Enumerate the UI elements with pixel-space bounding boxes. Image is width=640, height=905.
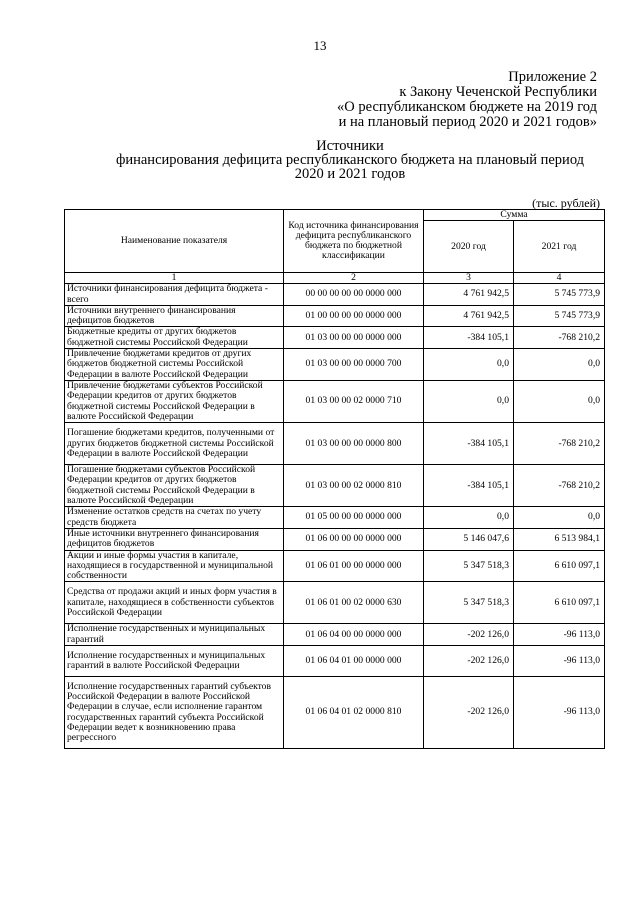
table-row — [65, 380, 605, 422]
row-value-2020: 5 347 518,3 — [424, 582, 514, 624]
row-name: Источники внутреннего финансирования дефицитов бюджетов — [65, 305, 284, 327]
row-name: Исполнение государственных гарантий субъектов Российской Федерации в валюте Российской Федерации в случае, если исполнение гарантом государственных гарантий субъекта Российской Федерации ведет к возникновению права регрессного — [65, 677, 284, 749]
row-value-2020: 0,0 — [424, 380, 514, 422]
appendix-note — [337, 70, 597, 130]
row-code: 01 06 01 00 00 0000 000 — [284, 550, 424, 582]
header-name: Наименование показателя — [65, 210, 284, 273]
row-name: Источники финансирования дефицита бюджета - всего — [65, 284, 284, 306]
header-code: Код источника финансирования дефицита республиканского бюджета по бюджетной классификации — [284, 210, 424, 273]
row-code: 01 06 00 00 00 0000 000 — [284, 528, 424, 550]
row-value-2021: -768 210,2 — [514, 327, 605, 349]
table-row — [65, 423, 605, 465]
table-row — [65, 465, 605, 507]
table-row — [65, 677, 605, 749]
row-code: 01 06 04 00 00 0000 000 — [284, 624, 424, 646]
row-name: Иные источники внутреннего финансирования дефицитов бюджетов — [65, 528, 284, 550]
row-name: Погашение бюджетами субъектов Российской Федерации кредитов от других бюджетов бюджетной системы Российской Федерации в валюте Российской Федерации — [65, 465, 284, 507]
table-row — [65, 582, 605, 624]
row-value-2020: -202 126,0 — [424, 646, 514, 677]
row-name: Акции и иные формы участия в капитале, находящиеся в государственной и муниципальной собственности — [65, 550, 284, 582]
row-value-2020: 4 761 942,5 — [424, 305, 514, 327]
row-value-2020: 0,0 — [424, 349, 514, 381]
row-code: 01 06 04 01 02 0000 810 — [284, 677, 424, 749]
row-code: 01 05 00 00 00 0000 000 — [284, 507, 424, 529]
row-value-2020: -202 126,0 — [424, 677, 514, 749]
financing-sources-table — [64, 209, 605, 749]
table-row — [65, 528, 605, 550]
row-code: 01 06 04 01 00 0000 000 — [284, 646, 424, 677]
table-row — [65, 349, 605, 381]
row-name: Средства от продажи акций и иных форм участия в капитале, находящиеся в собственности субъектов Российской Федерации — [65, 582, 284, 624]
row-code: 01 03 00 00 00 0000 800 — [284, 423, 424, 465]
row-value-2021: 0,0 — [514, 380, 605, 422]
row-value-2021: -96 113,0 — [514, 677, 605, 749]
row-value-2021: -768 210,2 — [514, 465, 605, 507]
row-value-2020: -202 126,0 — [424, 624, 514, 646]
row-value-2020: 4 761 942,5 — [424, 284, 514, 306]
row-name: Бюджетные кредиты от других бюджетов бюджетной системы Российской Федерации — [65, 327, 284, 349]
document-title — [60, 139, 640, 181]
row-value-2021: 5 745 773,9 — [514, 305, 605, 327]
table-row — [65, 284, 605, 306]
title-line: финансирования дефицита республиканского бюджета на плановый период — [115, 152, 585, 168]
row-code: 01 00 00 00 00 0000 000 — [284, 305, 424, 327]
row-name: Привлечение бюджетами кредитов от других бюджетов бюджетной системы Российской Федерации в валюте Российской Федерации — [65, 349, 284, 381]
appendix-line: и на плановый период 2020 и 2021 годов» — [338, 114, 597, 130]
header-year-2021: 2021 год — [514, 221, 605, 273]
appendix-line: к Закону Чеченской Республики — [399, 84, 597, 100]
row-code: 01 03 00 00 02 0000 810 — [284, 465, 424, 507]
row-value-2020: -384 105,1 — [424, 423, 514, 465]
table-row — [65, 507, 605, 529]
row-name: Изменение остатков средств на счетах по учету средств бюджета — [65, 507, 284, 529]
row-value-2021: 0,0 — [514, 349, 605, 381]
row-value-2020: -384 105,1 — [424, 465, 514, 507]
row-value-2021: 6 610 097,1 — [514, 582, 605, 624]
row-value-2021: 6 610 097,1 — [514, 550, 605, 582]
row-value-2021: 6 513 984,1 — [514, 528, 605, 550]
header-year-2020: 2020 год — [424, 221, 514, 273]
header-sum: Сумма — [424, 210, 605, 221]
appendix-line: «О республиканском бюджете на 2019 год — [337, 99, 597, 115]
row-value-2021: -96 113,0 — [514, 646, 605, 677]
row-value-2020: 5 146 047,6 — [424, 528, 514, 550]
page-number: 13 — [313, 38, 327, 53]
row-value-2021: -96 113,0 — [514, 624, 605, 646]
row-code: 01 06 01 00 02 0000 630 — [284, 582, 424, 624]
column-number: 4 — [514, 273, 605, 284]
appendix-line: Приложение 2 — [508, 69, 597, 85]
column-number: 2 — [284, 273, 424, 284]
title-line: 2020 и 2021 годов — [294, 166, 406, 182]
row-code: 01 03 00 00 00 0000 700 — [284, 349, 424, 381]
table-row — [65, 624, 605, 646]
row-name: Привлечение бюджетами субъектов Российской Федерации кредитов от других бюджетов бюджетной системы Российской Федерации в валюте Российской Федерации — [65, 380, 284, 422]
table-row — [65, 305, 605, 327]
units-label: (тыс. рублей) — [532, 196, 600, 210]
table-row — [65, 327, 605, 349]
row-value-2021: 0,0 — [514, 507, 605, 529]
table-row — [65, 550, 605, 582]
row-value-2020: 0,0 — [424, 507, 514, 529]
row-value-2021: -768 210,2 — [514, 423, 605, 465]
row-name: Исполнение государственных и муниципальных гарантий — [65, 624, 284, 646]
row-value-2020: 5 347 518,3 — [424, 550, 514, 582]
row-code: 01 03 00 00 00 0000 000 — [284, 327, 424, 349]
row-value-2020: -384 105,1 — [424, 327, 514, 349]
title-line: Источники — [316, 138, 384, 154]
table-row — [65, 646, 605, 677]
row-code: 00 00 00 00 00 0000 000 — [284, 284, 424, 306]
row-value-2021: 5 745 773,9 — [514, 284, 605, 306]
row-code: 01 03 00 00 02 0000 710 — [284, 380, 424, 422]
column-number: 1 — [65, 273, 284, 284]
column-number: 3 — [424, 273, 514, 284]
row-name: Исполнение государственных и муниципальных гарантий в валюте Российской Федерации — [65, 646, 284, 677]
row-name: Погашение бюджетами кредитов, полученными от других бюджетов бюджетной системы Российской Федерации в валюте Российской Федерации — [65, 423, 284, 465]
